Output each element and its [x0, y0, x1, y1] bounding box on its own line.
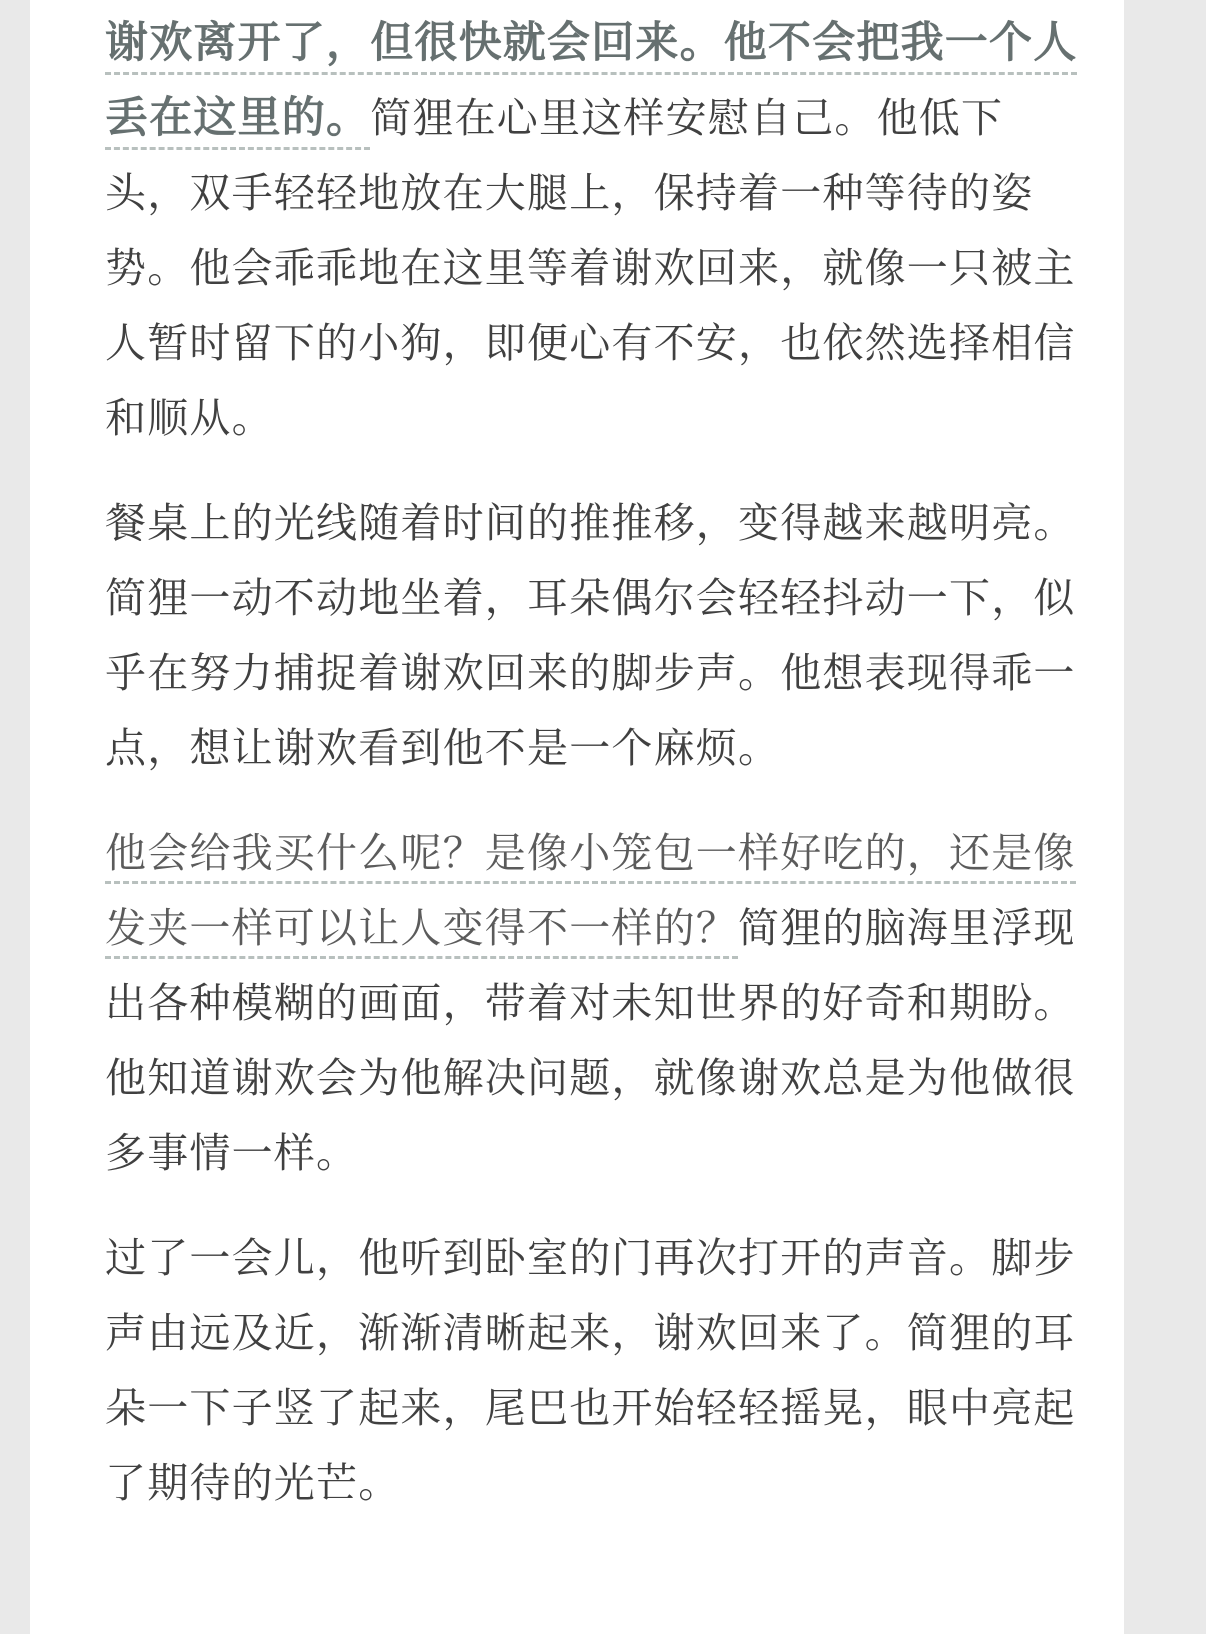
- page: [30, 0, 1124, 1634]
- inner-thought: 谢欢离开了，但很快就会回来。他不会把我一个人丢在这里的。: [105, 18, 1077, 150]
- paragraph-3: [105, 816, 1085, 1191]
- paragraph-4: [105, 1221, 1085, 1521]
- article-body: [105, 0, 1085, 1521]
- narration: 简狸在心里这样安慰自己。他低下头，双手轻轻地放在大腿上，保持着一种等待的姿势。他会乖乖地在这里等着谢欢回来，就像一只被主人暂时留下的小狗，即便心有不安，也依然选择相信和顺从。: [105, 94, 1076, 442]
- paragraph-1: [105, 6, 1085, 456]
- narration: 餐桌上的光线随着时间的推推移，变得越来越明亮。简狸一动不动地坐着，耳朵偶尔会轻轻抖动一下，似乎在努力捕捉着谢欢回来的脚步声。他想表现得乖一点，想让谢欢看到他不是一个麻烦。: [105, 499, 1076, 772]
- inner-thought: 他会给我买什么呢？是像小笼包一样好吃的，还是像发夹一样可以让人变得不一样的？: [105, 829, 1076, 959]
- narration: 简狸的脑海里浮现出各种模糊的画面，带着对未知世界的好奇和期盼。他知道谢欢会为他解决问题，就像谢欢总是为他做很多事情一样。: [105, 904, 1076, 1177]
- paragraph-2: [105, 486, 1085, 786]
- narration: 过了一会儿，他听到卧室的门再次打开的声音。脚步声由远及近，渐渐清晰起来，谢欢回来了。简狸的耳朵一下子竖了起来，尾巴也开始轻轻摇晃，眼中亮起了期待的光芒。: [105, 1234, 1076, 1507]
